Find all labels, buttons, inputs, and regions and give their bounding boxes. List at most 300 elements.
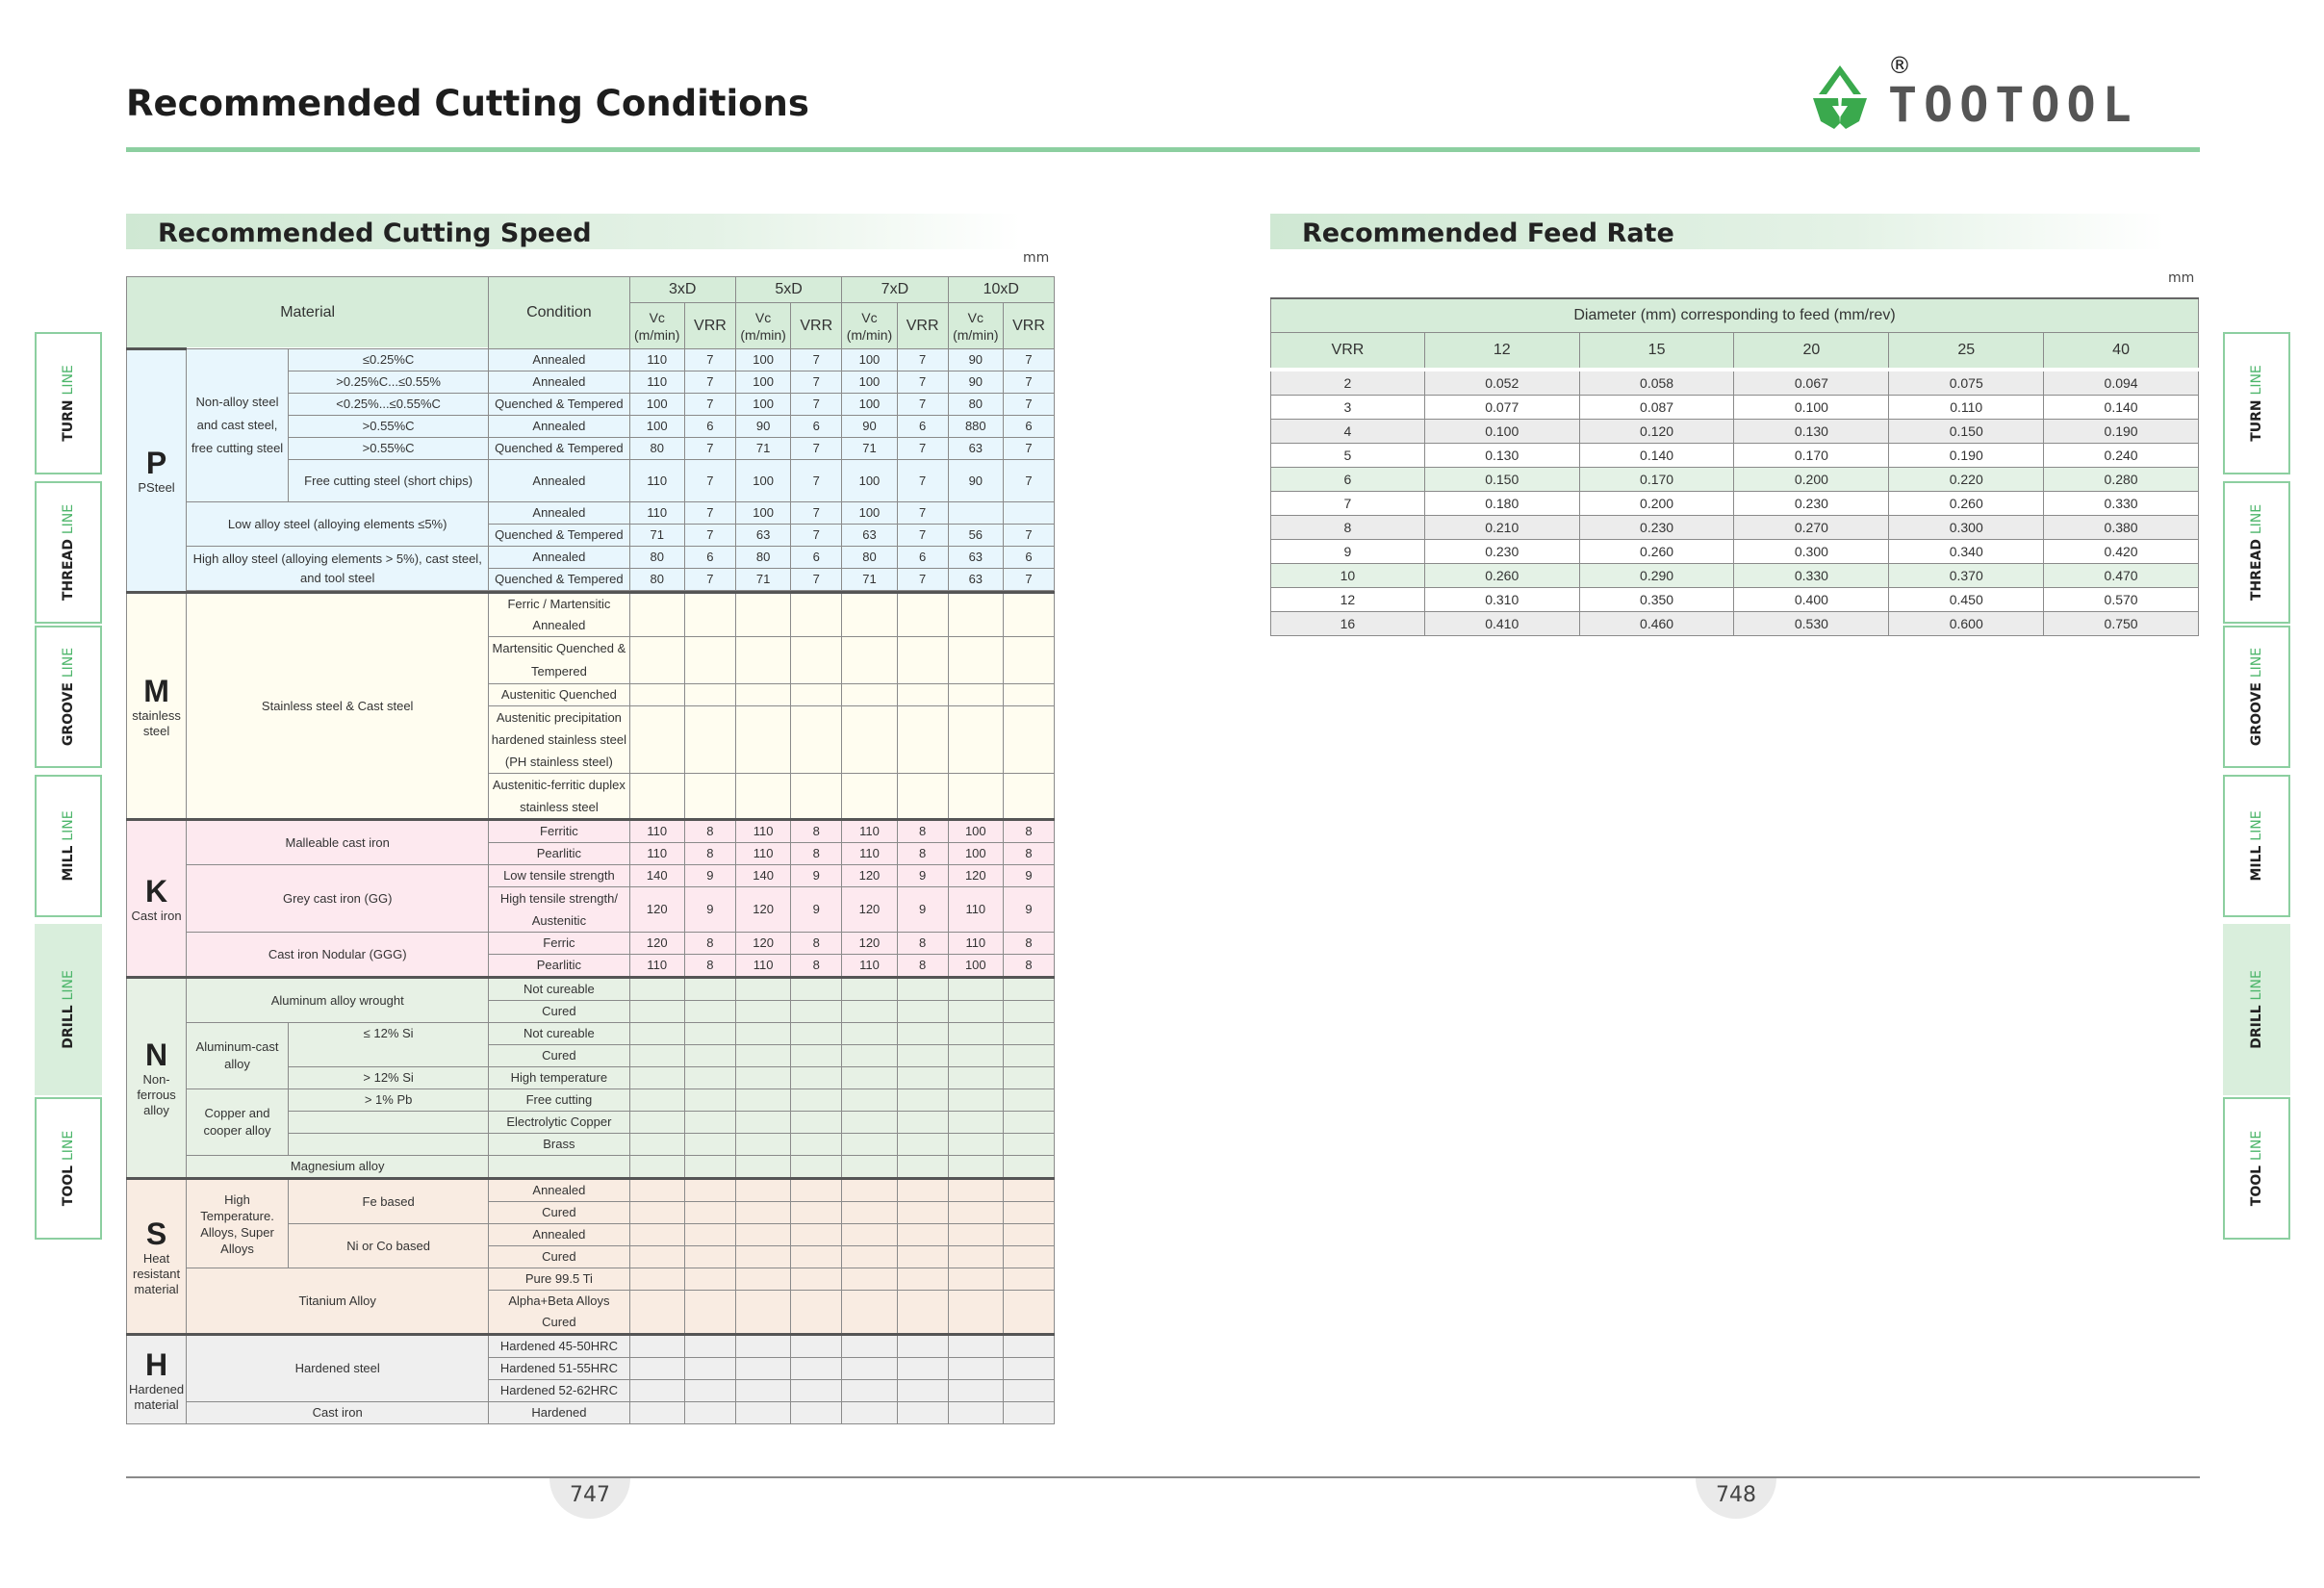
vc-value [948, 593, 1003, 637]
condition-cell: Electrolytic Copper [489, 1112, 629, 1134]
side-tab-word: DRILL [2249, 1005, 2264, 1049]
vrr-value [897, 1224, 948, 1246]
vrr-value [897, 684, 948, 706]
side-tab-line-word: LINE [2249, 1130, 2264, 1162]
vc-value: 100 [735, 502, 790, 525]
vrr-value [897, 1067, 948, 1089]
vrr-value [791, 1089, 842, 1112]
vrr-value: 7 [684, 438, 735, 460]
titanium-label: Titanium Alloy [187, 1268, 489, 1335]
vrr-value [791, 1112, 842, 1134]
vc-value [735, 1179, 790, 1202]
feed-value: 0.260 [1579, 539, 1734, 563]
side-tab-thread[interactable] [35, 481, 102, 624]
side-tab-line-word: LINE [2249, 503, 2264, 535]
side-tab-label [61, 648, 76, 746]
diameter-header: 20 [1734, 333, 1889, 370]
condition-cell: Cured [489, 1001, 629, 1023]
feed-value: 0.290 [1579, 563, 1734, 587]
vc-value: 90 [842, 416, 897, 438]
vc-value [842, 706, 897, 774]
vc-value [629, 1380, 684, 1402]
side-tab-label [2249, 1131, 2264, 1206]
vrr-value: 8 [791, 955, 842, 978]
condition-cell: Ferritic [489, 820, 629, 843]
vrr-value [1004, 1291, 1055, 1335]
vrr-value [1004, 774, 1055, 820]
vc-value [629, 1224, 684, 1246]
vc-value: 80 [629, 438, 684, 460]
feed-value: 0.460 [1579, 611, 1734, 635]
side-tab-line-word: LINE [61, 365, 76, 396]
vc-value: 100 [629, 416, 684, 438]
stainless-label: Stainless steel & Cast steel [187, 593, 489, 820]
table-row [127, 502, 1055, 525]
vrr-value [791, 978, 842, 1001]
table-row [127, 593, 1055, 637]
feed-value: 0.230 [1734, 491, 1889, 515]
vrr-value [684, 1202, 735, 1224]
vc-value [842, 1067, 897, 1089]
side-tab-line-word: LINE [2249, 970, 2264, 1001]
vc-value: 120 [735, 887, 790, 933]
group-N: N Non-ferrous alloy [127, 978, 187, 1179]
feed-value: 0.100 [1424, 419, 1579, 443]
condition-cell: Not cureable [489, 1023, 629, 1045]
vc-value: 63 [735, 525, 790, 547]
vc-value: 110 [629, 460, 684, 502]
vrr-value [684, 978, 735, 1001]
vc-value [842, 1268, 897, 1291]
diameter-header: 15 [1579, 333, 1734, 370]
table-row [127, 1089, 1055, 1112]
vc-value [948, 1023, 1003, 1045]
feed-value: 0.220 [1889, 467, 2044, 491]
group-P: P PSteel [127, 349, 187, 593]
condition-cell: Annealed [489, 416, 629, 438]
vrr-value: 7 [684, 569, 735, 591]
vrr-value: 8 [1271, 515, 1425, 539]
footer-rule [126, 1476, 2200, 1478]
vc-value: 90 [735, 416, 790, 438]
vc-value [842, 684, 897, 706]
vrr-value: 8 [1004, 820, 1055, 843]
copper-label: Copper and cooper alloy [187, 1089, 289, 1156]
vrr-value: 7 [791, 438, 842, 460]
vc-value: 63 [948, 438, 1003, 460]
vc-value [948, 1246, 1003, 1268]
feed-value: 0.570 [2044, 587, 2199, 611]
vc-value [842, 1001, 897, 1023]
vc-value: 120 [948, 865, 1003, 887]
side-tab-drill[interactable] [35, 924, 102, 1095]
tootool-logo [1809, 56, 2204, 135]
vc-value [629, 1045, 684, 1067]
vrr-value: 6 [1004, 547, 1055, 569]
condition-cell: Austenitic Quenched [489, 684, 629, 706]
vc-value [735, 593, 790, 637]
vc-value: 110 [629, 843, 684, 865]
vc-value: 100 [948, 843, 1003, 865]
vc-value [948, 774, 1003, 820]
vrr-value: 7 [791, 349, 842, 371]
vc-value [629, 1402, 684, 1424]
carbon-label: <0.25%...≤0.55%C [288, 394, 488, 416]
vc-value [948, 1156, 1003, 1179]
vrr-value [897, 1001, 948, 1023]
vc-header: Vc (m/min) [948, 303, 1003, 349]
feed-value: 0.420 [2044, 539, 2199, 563]
table-row [127, 1268, 1055, 1291]
vc-value: 80 [629, 547, 684, 569]
side-tab-turn[interactable] [35, 332, 102, 474]
vrr-value: 2 [1271, 370, 1425, 396]
feed-value: 0.470 [2044, 563, 2199, 587]
vrr-value: 12 [1271, 587, 1425, 611]
si-label: > 12% Si [288, 1067, 488, 1089]
vc-value: 71 [735, 438, 790, 460]
vc-value [735, 1246, 790, 1268]
vc-value [948, 1224, 1003, 1246]
vc-value [629, 1291, 684, 1335]
vc-value: 63 [948, 569, 1003, 591]
vc-value: 120 [842, 933, 897, 955]
side-tab-mill[interactable] [35, 775, 102, 917]
vc-value: 100 [735, 371, 790, 394]
side-tab-label [61, 365, 76, 442]
vc-value [735, 1134, 790, 1156]
vrr-value: 7 [791, 569, 842, 591]
depth-header: 7xD [842, 277, 948, 303]
feed-value: 0.280 [2044, 467, 2199, 491]
logo-wordmark: TOOTOOL [1888, 77, 2138, 133]
vc-value: 100 [842, 349, 897, 371]
vrr-value: 7 [684, 460, 735, 502]
vrr-value: 10 [1271, 563, 1425, 587]
free-cutting-label: Free cutting steel (short chips) [288, 460, 488, 502]
condition-cell: Quenched & Tempered [489, 394, 629, 416]
vc-value: 56 [948, 525, 1003, 547]
side-tab-label [61, 810, 76, 881]
vrr-value: 7 [897, 502, 948, 525]
vc-value: 100 [842, 460, 897, 502]
depth-header: 10xD [948, 277, 1054, 303]
vc-value: 880 [948, 416, 1003, 438]
vrr-value [684, 593, 735, 637]
vc-value [842, 1380, 897, 1402]
feed-value: 0.130 [1424, 443, 1579, 467]
side-tab-word: MILL [2249, 845, 2264, 882]
vrr-value: 8 [1004, 955, 1055, 978]
vrr-value [897, 1402, 948, 1424]
vrr-value [684, 1089, 735, 1112]
feed-row [1271, 467, 2199, 491]
feed-value: 0.140 [1579, 443, 1734, 467]
vrr-value: 16 [1271, 611, 1425, 635]
page-number-right: 748 [1696, 1478, 1776, 1519]
feed-value: 0.077 [1424, 395, 1579, 419]
vc-value [735, 1268, 790, 1291]
vrr-value: 7 [684, 525, 735, 547]
vc-value [735, 1112, 790, 1134]
vrr-value [1004, 593, 1055, 637]
condition-cell: Annealed [489, 1179, 629, 1202]
vc-value [948, 1268, 1003, 1291]
vc-value: 100 [842, 394, 897, 416]
vrr-value [791, 1402, 842, 1424]
condition-cell: Austenitic-ferritic duplex stainless steel [489, 774, 629, 820]
vc-value [842, 593, 897, 637]
vrr-value [1004, 1335, 1055, 1358]
vrr-value [684, 1045, 735, 1067]
vrr-value [791, 774, 842, 820]
vc-header: Vc (m/min) [629, 303, 684, 349]
registered-mark: ® [1888, 52, 1911, 79]
vrr-value: 6 [684, 547, 735, 569]
vrr-value: 7 [897, 371, 948, 394]
vrr-value: 7 [1004, 460, 1055, 502]
vrr-value [684, 774, 735, 820]
vc-value [629, 1023, 684, 1045]
side-tab-turn[interactable] [2223, 332, 2290, 474]
feed-value: 0.100 [1734, 395, 1889, 419]
side-tab-label [61, 1131, 76, 1206]
vrr-value [1004, 1268, 1055, 1291]
condition-cell: Quenched & Tempered [489, 525, 629, 547]
vc-value [629, 1179, 684, 1202]
vrr-value: 7 [791, 394, 842, 416]
condition-cell: Low tensile strength [489, 865, 629, 887]
vrr-value: 8 [897, 843, 948, 865]
vrr-value: 6 [1271, 467, 1425, 491]
vrr-value: 7 [791, 371, 842, 394]
side-tab-mill[interactable] [2223, 775, 2290, 917]
table-row [127, 1156, 1055, 1179]
vrr-value: 7 [897, 569, 948, 591]
feed-row [1271, 611, 2199, 635]
table-row [127, 1335, 1055, 1358]
condition-cell: Annealed [489, 502, 629, 525]
feed-value: 0.230 [1579, 515, 1734, 539]
vrr-value [684, 1001, 735, 1023]
group-K: K Cast iron [127, 820, 187, 978]
side-tab-tool[interactable] [2223, 1097, 2290, 1240]
feed-value: 0.210 [1424, 515, 1579, 539]
speed-section-title: Recommended Cutting Speed [126, 214, 1021, 249]
feed-value: 0.150 [1424, 467, 1579, 491]
feed-row [1271, 563, 2199, 587]
vc-value: 100 [629, 394, 684, 416]
vc-value [842, 1291, 897, 1335]
side-tab-label [61, 504, 76, 601]
condition-cell: Hardened 51-55HRC [489, 1358, 629, 1380]
vrr-value [684, 1291, 735, 1335]
feed-value: 0.150 [1889, 419, 2044, 443]
vc-value [948, 1380, 1003, 1402]
vrr-value [791, 1268, 842, 1291]
vc-value: 100 [948, 955, 1003, 978]
feed-body [1271, 370, 2199, 636]
vrr-value [791, 1291, 842, 1335]
vrr-value [684, 1402, 735, 1424]
group-M: M stainless steel [127, 593, 187, 820]
vc-value: 100 [948, 820, 1003, 843]
vc-value: 120 [629, 933, 684, 955]
table-row [127, 1402, 1055, 1424]
depth-header: 3xD [629, 277, 735, 303]
vrr-value [897, 1089, 948, 1112]
condition-cell: Ferric / Martensitic Annealed [489, 593, 629, 637]
table-row [127, 547, 1055, 569]
vc-value: 110 [629, 820, 684, 843]
grey-label: Grey cast iron (GG) [187, 865, 489, 933]
high-alloy-label: High alloy steel (alloying elements > 5%), cast steel, and tool steel [187, 547, 489, 591]
side-tab-line-word: LINE [2249, 365, 2264, 396]
side-tab-tool[interactable] [35, 1097, 102, 1240]
vrr-value [684, 1134, 735, 1156]
vrr-value [1004, 1045, 1055, 1067]
vrr-value: 7 [1271, 491, 1425, 515]
vc-value: 100 [735, 349, 790, 371]
vrr-value: 3 [1271, 395, 1425, 419]
vrr-value [791, 706, 842, 774]
vrr-value [791, 1358, 842, 1380]
vc-value [629, 1134, 684, 1156]
vrr-value: 9 [1004, 865, 1055, 887]
vrr-value: 6 [791, 416, 842, 438]
vc-value [842, 1358, 897, 1380]
vc-value [842, 1224, 897, 1246]
vc-value [735, 1023, 790, 1045]
side-tab-label [2249, 810, 2264, 881]
vc-value [948, 1402, 1003, 1424]
feed-value: 0.530 [1734, 611, 1889, 635]
condition-cell: Annealed [489, 371, 629, 394]
vc-value: 110 [629, 349, 684, 371]
vrr-value [897, 1202, 948, 1224]
table-row [127, 978, 1055, 1001]
vc-value [629, 1112, 684, 1134]
side-tab-word: TURN [61, 399, 76, 442]
vc-value [629, 593, 684, 637]
header-rule [126, 147, 2200, 152]
group-H: H Hardened material [127, 1335, 187, 1424]
feed-value: 0.120 [1579, 419, 1734, 443]
feed-value: 0.140 [2044, 395, 2199, 419]
condition-header: Condition [489, 277, 629, 349]
vc-value: 110 [735, 843, 790, 865]
side-tab-drill[interactable] [2223, 924, 2290, 1095]
vc-value: 90 [948, 460, 1003, 502]
vc-header: Vc (m/min) [735, 303, 790, 349]
carbon-label: ≤0.25%C [288, 349, 488, 371]
condition-cell: Martensitic Quenched & Tempered [489, 637, 629, 684]
vrr-value [897, 1023, 948, 1045]
vc-value [629, 637, 684, 684]
vc-value: 100 [842, 371, 897, 394]
vc-value: 90 [948, 349, 1003, 371]
vc-value [629, 1001, 684, 1023]
fe-label: Fe based [288, 1179, 488, 1224]
vrr-value [684, 1224, 735, 1246]
vrr-value: 8 [897, 933, 948, 955]
vc-value [735, 774, 790, 820]
vrr-value [791, 637, 842, 684]
condition-cell: Ferric [489, 933, 629, 955]
vrr-value [1004, 684, 1055, 706]
vc-value: 110 [629, 371, 684, 394]
vrr-value [791, 1001, 842, 1023]
condition-cell: Quenched & Tempered [489, 569, 629, 591]
vrr-value [1004, 1156, 1055, 1179]
side-tab-groove[interactable] [35, 626, 102, 768]
vrr-value [791, 1156, 842, 1179]
vc-value [629, 978, 684, 1001]
vrr-value: 9 [684, 865, 735, 887]
side-tab-thread[interactable] [2223, 481, 2290, 624]
feed-value: 0.075 [1889, 370, 2044, 396]
side-tab-line-word: LINE [61, 503, 76, 535]
feed-value: 0.190 [1889, 443, 2044, 467]
vc-value [948, 1067, 1003, 1089]
page-number-left: 747 [549, 1478, 630, 1519]
vc-header: Vc (m/min) [842, 303, 897, 349]
condition-cell: Free cutting [489, 1089, 629, 1112]
vc-value [948, 1291, 1003, 1335]
vc-value: 120 [629, 887, 684, 933]
table-row [127, 349, 1055, 371]
vrr-value: 9 [1004, 887, 1055, 933]
vrr-value [1004, 637, 1055, 684]
vrr-value: 6 [897, 547, 948, 569]
vc-value: 140 [735, 865, 790, 887]
side-tab-label [2249, 365, 2264, 442]
vrr-value: 4 [1271, 419, 1425, 443]
vc-value: 120 [842, 865, 897, 887]
feed-value: 0.380 [2044, 515, 2199, 539]
feed-value: 0.300 [1734, 539, 1889, 563]
vc-value [842, 1246, 897, 1268]
side-tab-groove[interactable] [2223, 626, 2290, 768]
vc-value [842, 1335, 897, 1358]
vrr-value: 6 [791, 547, 842, 569]
vrr-value: 9 [684, 887, 735, 933]
vrr-value [1004, 978, 1055, 1001]
feed-value: 0.170 [1579, 467, 1734, 491]
vrr-value [897, 1291, 948, 1335]
carbon-label: >0.55%C [288, 416, 488, 438]
side-tab-label [2249, 648, 2264, 746]
vrr-value: 9 [1271, 539, 1425, 563]
vrr-value [791, 1202, 842, 1224]
feed-value: 0.240 [2044, 443, 2199, 467]
vc-value [735, 1045, 790, 1067]
vrr-value [897, 1045, 948, 1067]
vc-value [735, 1202, 790, 1224]
vrr-value: 8 [684, 933, 735, 955]
vrr-value: 7 [1004, 371, 1055, 394]
feed-value: 0.450 [1889, 587, 2044, 611]
vrr-value [1004, 1112, 1055, 1134]
vc-value [842, 1045, 897, 1067]
vc-value [842, 1134, 897, 1156]
vrr-value [791, 1023, 842, 1045]
vrr-value [897, 706, 948, 774]
side-tab-word: GROOVE [2249, 682, 2264, 747]
vc-value [735, 1358, 790, 1380]
vc-value: 110 [629, 955, 684, 978]
vrr-value: 7 [897, 349, 948, 371]
